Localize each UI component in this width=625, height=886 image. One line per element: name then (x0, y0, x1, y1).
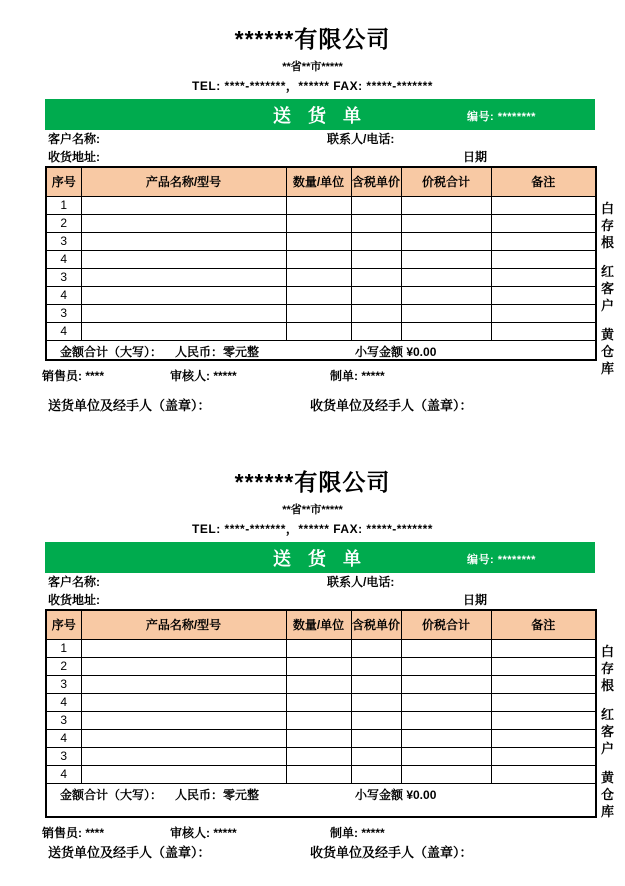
cell-product[interactable] (81, 304, 286, 322)
cell-seq: 1 (46, 639, 81, 657)
customer-contact-row (0, 130, 625, 148)
cell-seq: 4 (46, 693, 81, 711)
cell-seq: 3 (46, 304, 81, 322)
cell-total[interactable] (401, 196, 491, 214)
cell-price[interactable] (351, 765, 401, 783)
cell-seq: 3 (46, 711, 81, 729)
cell-qty[interactable] (286, 322, 351, 340)
cell-total[interactable] (401, 322, 491, 340)
cell-product[interactable] (81, 675, 286, 693)
cell-price[interactable] (351, 214, 401, 232)
company-name: ******有限公司 (234, 26, 391, 52)
contact-phone-label: 联系人/电话: (327, 575, 395, 589)
copy-color-strip (601, 643, 617, 820)
salesperson-label: 销售员: **** (42, 369, 105, 383)
cell-product[interactable] (81, 693, 286, 711)
tel-fax-line: TEL: ****-*******，****** FAX: *****-******* (192, 522, 433, 536)
total-amount-words: 人民币：零元整 (175, 344, 260, 359)
cell-total[interactable] (401, 639, 491, 657)
cell-price[interactable] (351, 747, 401, 765)
cell-qty[interactable] (286, 286, 351, 304)
cell-remark[interactable] (491, 268, 596, 286)
total-amount-figures: 小写金额 ¥0.00 (355, 344, 437, 359)
cell-seq: 4 (46, 250, 81, 268)
table-row (46, 675, 596, 693)
total-row (46, 340, 596, 360)
header-total-price: 价税合计 (401, 167, 491, 196)
cell-qty[interactable] (286, 729, 351, 747)
table-row (46, 196, 596, 214)
cell-product[interactable] (81, 196, 286, 214)
copy-red-customer: 红客户 (601, 264, 615, 313)
table-row (46, 657, 596, 675)
cell-total[interactable] (401, 250, 491, 268)
table-row (46, 214, 596, 232)
cell-price[interactable] (351, 693, 401, 711)
cell-seq: 3 (46, 747, 81, 765)
header-product: 产品名称/型号 (81, 610, 286, 639)
header-unit-price: 含税单价 (351, 610, 401, 639)
cell-price[interactable] (351, 711, 401, 729)
cell-qty[interactable] (286, 711, 351, 729)
header-seq: 序号 (46, 610, 81, 639)
cell-price[interactable] (351, 250, 401, 268)
cell-qty[interactable] (286, 693, 351, 711)
document-number: 编号: ******** (467, 554, 536, 566)
cell-total[interactable] (401, 657, 491, 675)
table-row (46, 765, 596, 783)
customer-name-label: 客户名称: (48, 132, 100, 146)
cell-product[interactable] (81, 232, 286, 250)
cell-product[interactable] (81, 729, 286, 747)
cell-seq: 3 (46, 268, 81, 286)
table-row (46, 268, 596, 286)
address-date-row (0, 591, 625, 609)
cell-price[interactable] (351, 322, 401, 340)
cell-remark[interactable] (491, 214, 596, 232)
copy-white-stub: 白存根 (601, 644, 615, 693)
cell-product[interactable] (81, 286, 286, 304)
cell-price[interactable] (351, 268, 401, 286)
cell-product[interactable] (81, 657, 286, 675)
cell-seq: 4 (46, 765, 81, 783)
cell-remark[interactable] (491, 286, 596, 304)
cell-qty[interactable] (286, 675, 351, 693)
cell-remark[interactable] (491, 765, 596, 783)
items-table (45, 166, 597, 361)
cell-price[interactable] (351, 304, 401, 322)
delivery-form-2 (0, 443, 625, 886)
copy-white-stub: 白存根 (601, 201, 615, 250)
date-label: 日期 (463, 150, 488, 164)
title-banner (45, 99, 595, 130)
stamps-row (0, 397, 625, 415)
cell-qty[interactable] (286, 765, 351, 783)
total-amount-words: 人民币：零元整 (175, 787, 260, 802)
company-address: **省**市***** (282, 61, 343, 73)
cell-product[interactable] (81, 214, 286, 232)
table-row (46, 693, 596, 711)
cell-price[interactable] (351, 639, 401, 657)
cell-total[interactable] (401, 711, 491, 729)
header-remark: 备注 (491, 610, 596, 639)
cell-product[interactable] (81, 322, 286, 340)
cell-qty[interactable] (286, 747, 351, 765)
cell-product[interactable] (81, 765, 286, 783)
table-row (46, 322, 596, 340)
cell-total[interactable] (401, 268, 491, 286)
cell-price[interactable] (351, 675, 401, 693)
auditor-label: 审核人: ***** (170, 826, 237, 840)
company-name: ******有限公司 (234, 469, 391, 495)
document-number: 编号: ******** (467, 111, 536, 123)
total-amount-label: 金额合计（大写）： (60, 344, 163, 359)
items-header-row (46, 167, 596, 196)
address-date-row (0, 148, 625, 166)
preparer-label: 制单: ***** (330, 369, 385, 383)
table-row (46, 747, 596, 765)
header-unit-price: 含税单价 (351, 167, 401, 196)
cell-total[interactable] (401, 747, 491, 765)
cell-product[interactable] (81, 747, 286, 765)
cell-total[interactable] (401, 675, 491, 693)
cell-price[interactable] (351, 196, 401, 214)
cell-remark[interactable] (491, 729, 596, 747)
cell-remark[interactable] (491, 747, 596, 765)
cell-product[interactable] (81, 250, 286, 268)
date-label: 日期 (463, 593, 488, 607)
cell-remark[interactable] (491, 304, 596, 322)
cell-qty[interactable] (286, 639, 351, 657)
preparer-label: 制单: ***** (330, 826, 385, 840)
table-row (46, 729, 596, 747)
copy-yellow-warehouse: 黄仓库 (601, 770, 615, 819)
cell-price[interactable] (351, 657, 401, 675)
company-address: **省**市***** (282, 504, 343, 516)
signers-row (0, 825, 625, 842)
customer-contact-row (0, 573, 625, 591)
cell-qty[interactable] (286, 657, 351, 675)
cell-total[interactable] (401, 214, 491, 232)
cell-qty[interactable] (286, 232, 351, 250)
items-table (45, 609, 597, 818)
cell-product[interactable] (81, 639, 286, 657)
cell-seq: 2 (46, 214, 81, 232)
table-row (46, 250, 596, 268)
total-amount-figures: 小写金额 ¥0.00 (355, 787, 437, 802)
document-title: 送 货 单 (272, 548, 367, 569)
cell-seq: 4 (46, 729, 81, 747)
cell-total[interactable] (401, 693, 491, 711)
cell-product[interactable] (81, 268, 286, 286)
header-qty-unit: 数量/单位 (286, 167, 351, 196)
cell-qty[interactable] (286, 268, 351, 286)
cell-remark[interactable] (491, 322, 596, 340)
cell-total[interactable] (401, 232, 491, 250)
ship-address-label: 收货地址: (48, 150, 100, 164)
total-row (46, 783, 596, 817)
cell-remark[interactable] (491, 657, 596, 675)
cell-remark[interactable] (491, 675, 596, 693)
header-seq: 序号 (46, 167, 81, 196)
cell-remark[interactable] (491, 711, 596, 729)
cell-total[interactable] (401, 286, 491, 304)
cell-price[interactable] (351, 286, 401, 304)
cell-qty[interactable] (286, 214, 351, 232)
ship-address-label: 收货地址: (48, 593, 100, 607)
cell-total[interactable] (401, 729, 491, 747)
cell-price[interactable] (351, 232, 401, 250)
cell-total[interactable] (401, 765, 491, 783)
header-qty-unit: 数量/单位 (286, 610, 351, 639)
contact-phone-label: 联系人/电话: (327, 132, 395, 146)
cell-remark[interactable] (491, 232, 596, 250)
copy-yellow-warehouse: 黄仓库 (601, 327, 615, 376)
auditor-label: 审核人: ***** (170, 369, 237, 383)
salesperson-label: 销售员: **** (42, 826, 105, 840)
cell-remark[interactable] (491, 250, 596, 268)
header-product: 产品名称/型号 (81, 167, 286, 196)
tel-fax-line: TEL: ****-*******，****** FAX: *****-******* (192, 79, 433, 93)
cell-seq: 1 (46, 196, 81, 214)
cell-qty[interactable] (286, 250, 351, 268)
copy-color-strip (601, 200, 617, 377)
cell-seq: 3 (46, 232, 81, 250)
cell-seq: 3 (46, 675, 81, 693)
items-header-row (46, 610, 596, 639)
receive-stamp-label: 收货单位及经手人（盖章）： (310, 398, 473, 413)
cell-qty[interactable] (286, 196, 351, 214)
table-row (46, 304, 596, 322)
table-row (46, 286, 596, 304)
deliver-stamp-label: 送货单位及经手人（盖章）： (48, 845, 211, 860)
copy-red-customer: 红客户 (601, 707, 615, 756)
cell-seq: 4 (46, 286, 81, 304)
table-row (46, 711, 596, 729)
customer-name-label: 客户名称: (48, 575, 100, 589)
stamps-row (0, 844, 625, 862)
table-row (46, 232, 596, 250)
cell-qty[interactable] (286, 304, 351, 322)
title-banner (45, 542, 595, 573)
cell-seq: 2 (46, 657, 81, 675)
table-row (46, 639, 596, 657)
signers-row (0, 368, 625, 385)
deliver-stamp-label: 送货单位及经手人（盖章）： (48, 398, 211, 413)
cell-total[interactable] (401, 304, 491, 322)
cell-remark[interactable] (491, 639, 596, 657)
receive-stamp-label: 收货单位及经手人（盖章）： (310, 845, 473, 860)
total-amount-label: 金额合计（大写）： (60, 787, 163, 802)
document-title: 送 货 单 (272, 105, 367, 126)
cell-price[interactable] (351, 729, 401, 747)
cell-remark[interactable] (491, 196, 596, 214)
cell-remark[interactable] (491, 693, 596, 711)
cell-seq: 4 (46, 322, 81, 340)
header-total-price: 价税合计 (401, 610, 491, 639)
cell-product[interactable] (81, 711, 286, 729)
header-remark: 备注 (491, 167, 596, 196)
